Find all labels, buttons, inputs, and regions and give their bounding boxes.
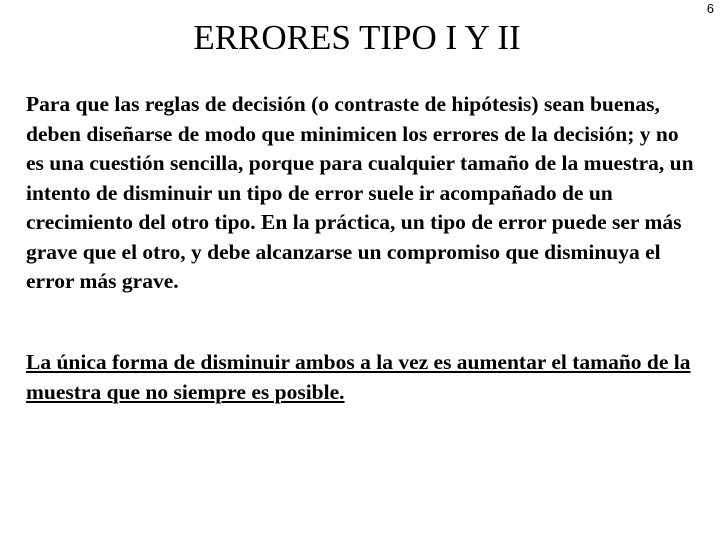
slide-title: ERRORES TIPO I Y II <box>193 18 521 57</box>
body-paragraph: Para que las reglas de decisión (o contraste de hipótesis) sean buenas, deben diseñarse de modo que minimicen los errores de la decisión; y no es una cuestión sencilla, porque para cualquier tamaño de la muestra, un intento de disminuir un tipo de error suele ir acompañado de un crecimiento del otro tipo. En la práctica, un tipo de error puede ser más grave que el otro, y debe alcanzarse un compromiso que disminuya el error más grave. <box>26 92 694 293</box>
page-number: 6 <box>706 1 714 16</box>
conclusion-paragraph: La única forma de disminuir ambos a la vez es aumentar el tamaño de la muestra que no siempre es posible. <box>26 350 691 404</box>
